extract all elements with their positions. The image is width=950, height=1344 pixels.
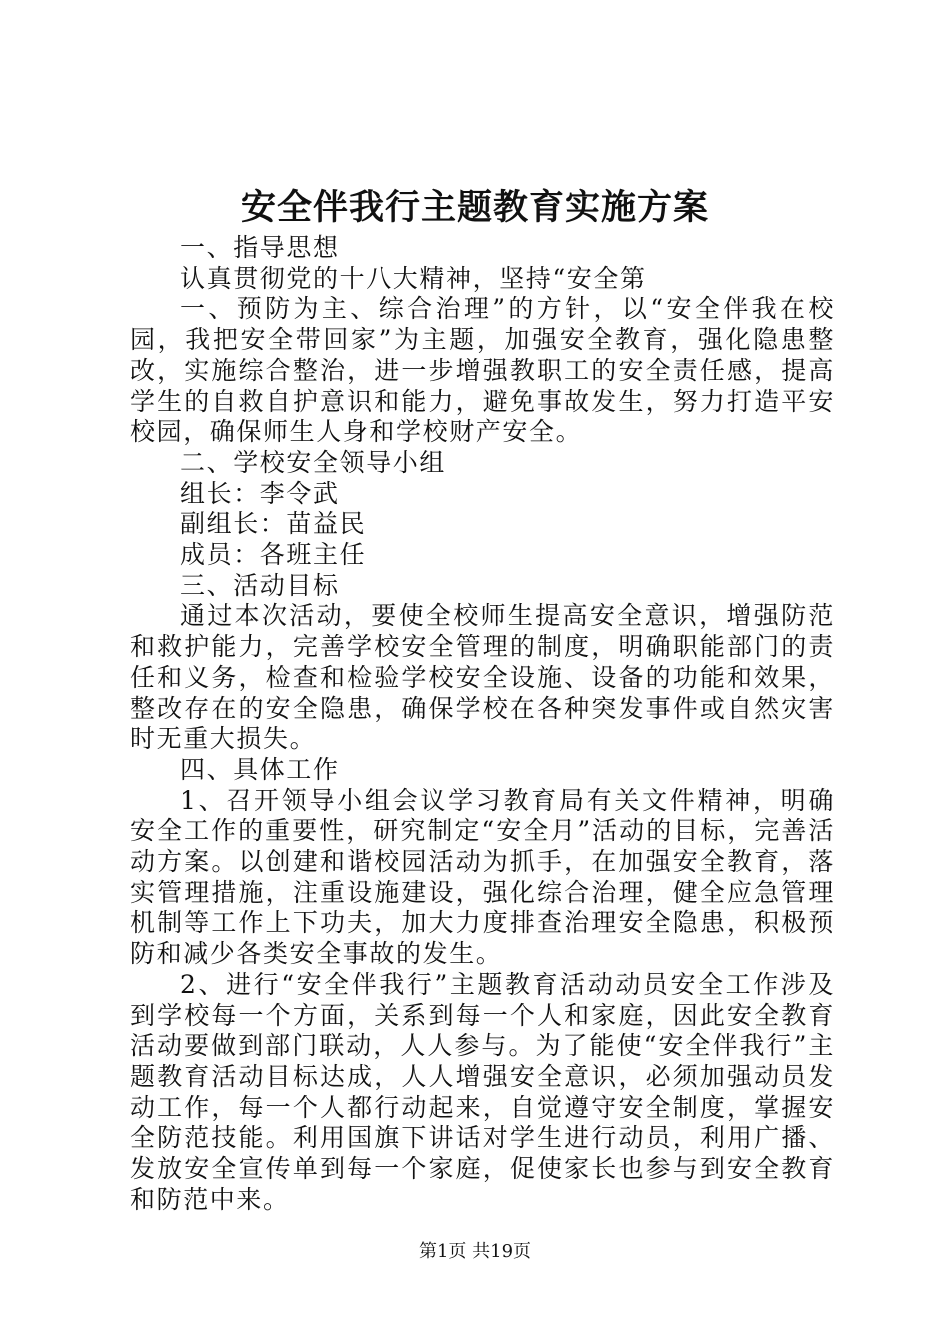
paragraph-group-leader: 组长：李令武: [180, 478, 340, 508]
page-number-footer: 第1页 共19页: [418, 1241, 532, 1262]
paragraph-members: 成员：各班主任: [180, 540, 367, 570]
section-heading-activity-goals: 三、活动目标: [180, 570, 340, 600]
section-heading-guiding-ideology: 一、指导思想: [180, 233, 340, 262]
paragraph: 一、预防为主、综合治理”的方针，以“安全伴我在校园，我把安全带回家”为主题，加强安全教育，强化隐患整改，实施综合整治，进一步增强教职工的安全责任感，提高学生的自救自护意识和能力，避免事故发生，努力打造平安校园，确保师生人身和学校财产安全。: [130, 294, 835, 447]
section-heading-leadership-group: 二、学校安全领导小组: [180, 447, 447, 477]
paragraph: 通过本次活动，要使全校师生提高安全意识，增强防范和救护能力，完善学校安全管理的制度，明确职能部门的责任和义务，检查和检验学校安全设施、设备的功能和效果，整改存在的安全隐患，确保学校在各种突发事件或自然灾害时无重大损失。: [130, 601, 835, 754]
paragraph: 1、召开领导小组会议学习教育局有关文件精神，明确安全工作的重要性，研究制定“安全月”活动的目标，完善活动方案。以创建和谐校园活动为抓手，在加强安全教育，落实管理措施，注重设施建设，强化综合治理，健全应急管理机制等工作上下功夫，加大力度排查治理安全隐患，积极预防和减少各类安全事故的发生。: [130, 785, 835, 969]
paragraph: 认真贯彻党的十八大精神，坚持“安全第: [180, 263, 647, 293]
paragraph-deputy-leader: 副组长：苗益民: [180, 509, 367, 539]
document-body: [130, 233, 835, 1216]
document-title: 安全伴我行主题教育实施方案: [240, 187, 709, 228]
section-heading-specific-work: 四、具体工作: [180, 754, 340, 784]
paragraph: 2、进行“安全伴我行”主题教育活动动员安全工作涉及到学校每一个方面，关系到每一个人和家庭，因此安全教育活动要做到部门联动，人人参与。为了能使“安全伴我行”主题教育活动目标达成，人人增强安全意识，必须加强动员发动工作，每一个人都行动起来，自觉遵守安全制度，掌握安全防范技能。利用国旗下讲话对学生进行动员，利用广播、发放安全宣传单到每一个家庭，促使家长也参与到安全教育和防范中来。: [130, 969, 835, 1214]
